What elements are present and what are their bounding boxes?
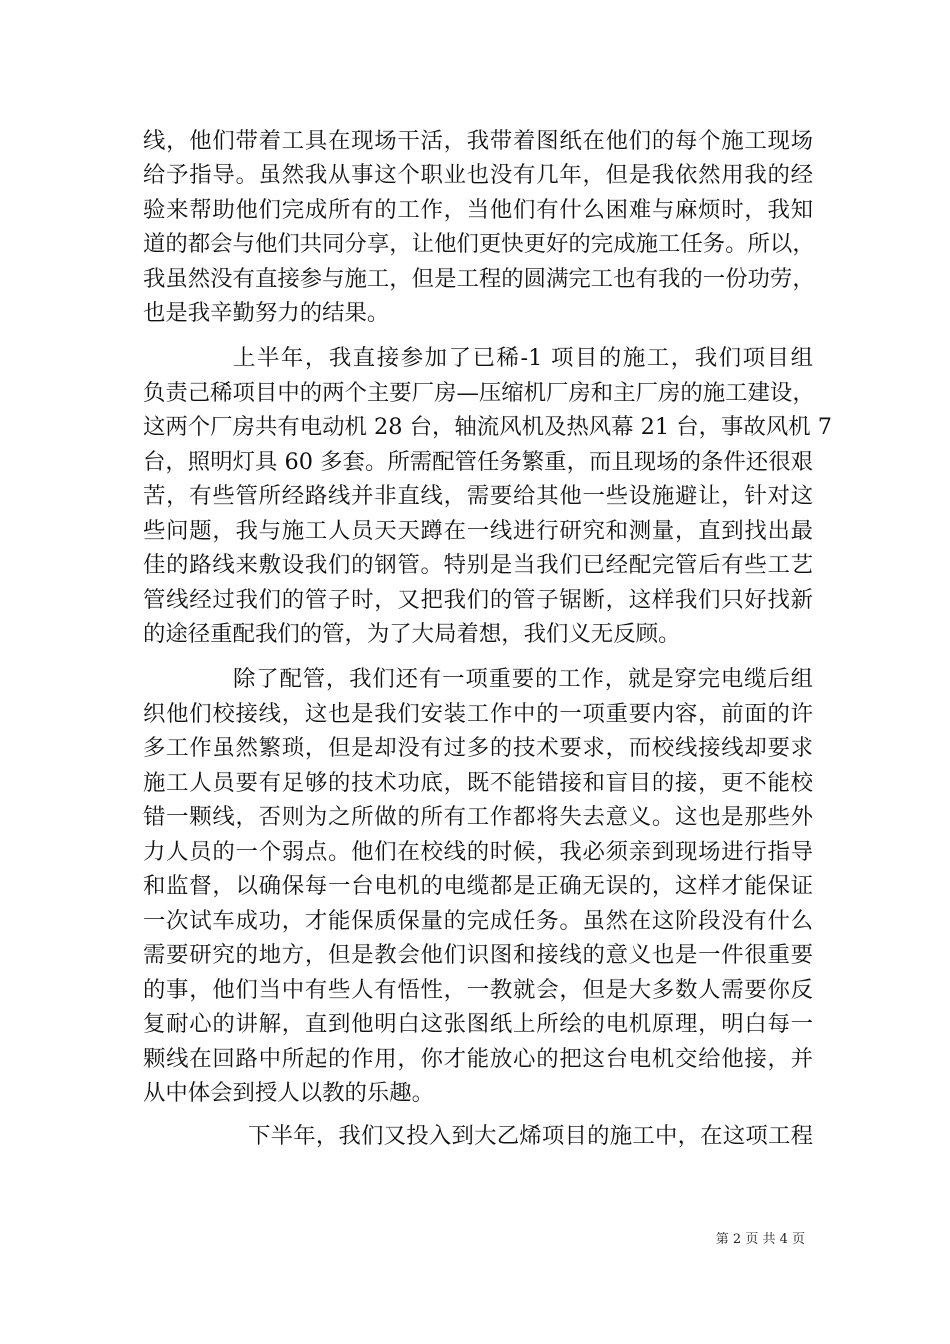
text-line: 需要研究的地方，但是教会他们识图和接线的意义也是一件很重要: [143, 942, 813, 968]
text-line: 线，他们带着工具在现场干活，我带着图纸在他们的每个施工现场: [143, 128, 813, 154]
text-line: 和监督，以确保每一台电机的电缆都是正确无误的，这样才能保证: [143, 873, 813, 899]
text-line: 些问题，我与施工人员天天蹲在一线进行研究和测量，直到找出最: [143, 518, 813, 544]
text-line: 施工人员要有足够的技术功底，既不能错接和盲目的接，更不能校: [143, 770, 813, 796]
text-line: 给予指导。虽然我从事这个职业也没有几年，但是我依然用我的经: [143, 162, 813, 188]
text-line: 负责己稀项目中的两个主要厂房—压缩机厂房和主厂房的施工建设，: [143, 380, 815, 406]
text-line: 这两个厂房共有电动机 28 台，轴流风机及热风幕 21 台，事故风机 7: [143, 414, 832, 440]
text-line: 苦，有些管所经路线并非直线，需要给其他一些设施避让，针对这: [143, 483, 813, 509]
text-line: 复耐心的讲解，直到他明白这张图纸上所绘的电机原理，明白每一: [143, 1011, 813, 1037]
text-line-indented: 上半年，我直接参加了已稀-1 项目的施工，我们项目组: [233, 345, 813, 371]
text-line: 织他们校接线，这也是我们安装工作中的一项重要内容，前面的许: [143, 701, 813, 727]
text-line: 多工作虽然繁琐，但是却没有过多的技术要求，而校线接线却要求: [143, 735, 813, 761]
text-line-indented: 下半年，我们又投入到大乙烯项目的施工中，在这项工程: [248, 1123, 813, 1149]
text-line: 验来帮助他们完成所有的工作，当他们有什么困难与麻烦时，我知: [143, 197, 813, 223]
text-line: 一次试车成功，才能保质保量的完成任务。虽然在这阶段没有什么: [143, 908, 813, 934]
text-line: 台，照明灯具 60 多套。所需配管任务繁重，而且现场的条件还很艰: [143, 449, 813, 475]
page-number-footer: 第 2 页 共 4 页: [715, 1232, 805, 1247]
text-line: 颗线在回路中所起的作用，你才能放心的把这台电机交给他接，并: [143, 1046, 813, 1072]
text-line: 力人员的一个弱点。他们在校线的时候，我必须亲到现场进行指导: [143, 839, 813, 865]
text-line: 的事，他们当中有些人有悟性，一教就会，但是大多数人需要你反: [143, 977, 813, 1003]
text-line: 错一颗线，否则为之所做的所有工作都将失去意义。这也是那些外: [143, 804, 813, 830]
text-line: 道的都会与他们共同分享，让他们更快更好的完成施工任务。所以，: [143, 231, 815, 257]
text-line: 管线经过我们的管子时，又把我们的管子锯断，这样我们只好找新: [143, 587, 813, 613]
text-line-indented: 除了配管，我们还有一项重要的工作，就是穿完电缆后组: [233, 666, 813, 692]
text-line: 也是我辛勤努力的结果。: [143, 300, 390, 326]
text-line: 的途径重配我们的管，为了大局着想，我们义无反顾。: [143, 621, 681, 647]
text-line: 从中体会到授人以教的乐趣。: [143, 1080, 435, 1106]
text-line: 佳的路线来敷设我们的钢管。特别是当我们已经配完管后有些工艺: [143, 552, 813, 578]
text-line: 我虽然没有直接参与施工，但是工程的圆满完工也有我的一份功劳，: [143, 266, 815, 292]
